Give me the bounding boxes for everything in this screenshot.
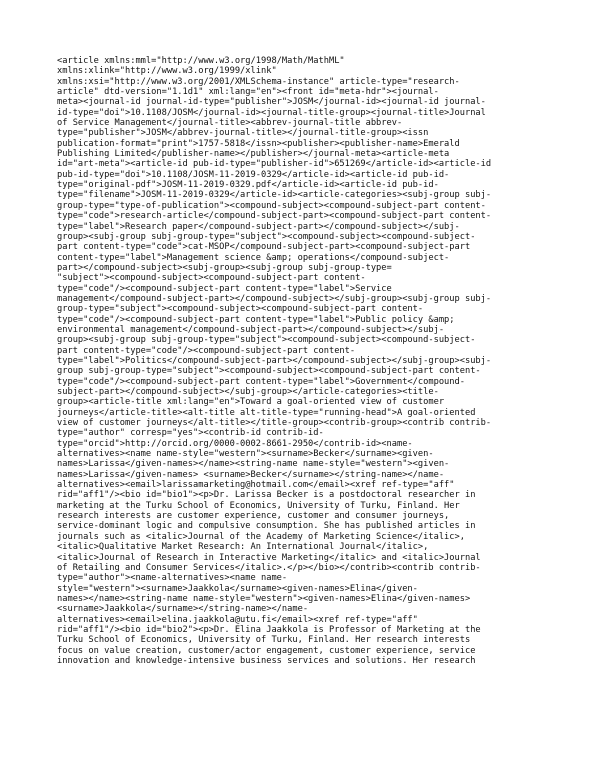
text-line: group subj-group-type="subject"><compound-subject><compound-subject-part content- (57, 366, 481, 377)
text-line: type="label">Politics</compound-subject-part></compound-subject></subj-group><subj- (57, 355, 492, 366)
text-line: alternatives><name name-style="western"><surname>Becker</surname><given- (57, 449, 434, 460)
text-line: journeys</article-title><alt-title alt-title-type="running-head">A goal-oriented (57, 407, 476, 418)
text-line: names></name><string-name name-style="western"><given-names>Elina</given-names> (57, 593, 471, 604)
text-line: <italic>Journal of Research in Interactive Marketing</italic> and <italic>Journal (57, 552, 481, 563)
text-line: alternatives><email>larissamarketing@hotmail.com</email><xref ref-type="aff" (57, 480, 455, 491)
text-line: content-type="label">Management science &amp; operations</compound-subject- (57, 252, 450, 263)
text-line: type="author"><name-alternatives><name name- (57, 573, 288, 584)
text-line: group><subj-group subj-group-type="subject"><compound-subject><compound-subject- (57, 335, 476, 346)
text-line: pub-id-type="doi">10.1108/JOSM-11-2019-0329</article-id><article-id pub-id- (57, 169, 450, 180)
text-line: type="code"/><compound-subject-part content-type="label">Public policy &amp; (57, 314, 455, 325)
text-line: alternatives><email>elina.jaakkola@utu.fi</email><xref ref-type="aff" (57, 614, 418, 625)
text-line: marketing at the Turku School of Economics, University of Turku, Finland. Her (57, 500, 460, 511)
text-line: group><subj-group subj-group-type="subject"><compound-subject><compound-subject- (57, 231, 476, 242)
xml-source-text (57, 56, 587, 666)
text-line: publication-format="print">1757-5818</issn><publisher><publisher-name>Emerald (57, 138, 460, 149)
text-line: meta><journal-id journal-id-type="publisher">JOSM</journal-id><journal-id journal- (57, 97, 486, 108)
text-line: xmlns:xlink="http://www.w3.org/1999/xlink" (57, 66, 277, 77)
text-line: type="label">Research paper</compound-subject-part></compound-subject></subj- (57, 221, 460, 232)
text-line: journals such as <italic>Journal of the Academy of Marketing Science</italic>, (57, 531, 465, 542)
text-line: id="art-meta"><article-id pub-id-type="publisher-id">651269</article-id><article-id (57, 159, 492, 170)
text-line: service-dominant logic and compulsive consumption. She has published articles in (57, 521, 476, 532)
text-line: type="orcid">http://orcid.org/0000-0002-8661-2950</contrib-id><name- (57, 438, 413, 449)
text-line: type="publisher">JOSM</abbrev-journal-title></journal-title-group><issn (57, 128, 429, 139)
text-line: group><article-title xml:lang="en">Toward a goal-oriented view of customer (57, 397, 445, 408)
text-line: group-type="subject"><compound-subject><compound-subject-part content- (57, 304, 424, 315)
text-line: type="code">research-article</compound-subject-part><compound-subject-part content- (57, 211, 492, 222)
text-line: rid="aff1"/><bio id="bio2"><p>Dr. Elina Jaakkola is Professor of Marketing at the (57, 624, 481, 635)
text-line: part content-type="code">cat-MSOP</compound-subject-part><compound-subject-part (57, 242, 471, 253)
text-line: rid="aff1"/><bio id="bio1"><p>Dr. Larissa Becker is a postdoctoral researcher in (57, 490, 476, 501)
text-line: of Service Management</journal-title><abbrev-journal-title abbrev- (57, 118, 403, 129)
text-line: <italic>Qualitative Market Research: An International Journal</italic>, (57, 542, 429, 553)
text-line: environmental management</compound-subject-part></compound-subject></subj- (57, 324, 445, 335)
text-line: style="western"><surname>Jaakkola</surname><given-names>Elina</given- (57, 583, 418, 594)
text-line: view of customer journeys</alt-title></title-group><contrib-group><contrib contrib- (57, 418, 492, 429)
text-line: "subject"><compound-subject><compound-subject-part content- (57, 273, 366, 284)
text-line: type="code"/><compound-subject-part content-type="label">Service (57, 283, 392, 294)
text-line: focus on value creation, customer/actor engagement, customer experience, service (57, 645, 476, 656)
text-line: research interests are customer experience, customer and consumer journeys, (57, 511, 450, 522)
text-line: <article xmlns:mml="http://www.w3.org/1998/Math/MathML" (57, 56, 345, 66)
text-line: Turku School of Economics, University of Turku, Finland. Her research interests (57, 635, 471, 646)
text-line: <surname>Jaakkola</surname></string-name></name- (57, 604, 309, 615)
text-line: type="original-pdf">JOSM-11-2019-0329.pdf</article-id><article-id pub-id- (57, 180, 439, 191)
text-line: xmlns:xsi="http://www.w3.org/2001/XMLSchema-instance" article-type="research- (57, 76, 460, 87)
text-line: type="filename">JOSM-11-2019-0329</article-id><article-categories><subj-group subj- (57, 190, 492, 201)
text-line: of Retailing and Consumer Services</italic>.</p></bio></contrib><contrib contrib- (57, 562, 481, 573)
text-line: type="author" corresp="yes"><contrib-id contrib-id- (57, 428, 324, 439)
text-line: innovation and knowledge-intensive business services and solutions. Her research (57, 655, 476, 666)
text-line: names>Larissa</given-names> <surname>Becker</surname></string-name></name- (57, 469, 445, 480)
text-line: group-type="type-of-publication"><compound-subject><compound-subject-part content- (57, 200, 486, 211)
text-line: id-type="doi">10.1108/JOSM</journal-id><journal-title-group><journal-title>Journal (57, 107, 486, 118)
text-line: part content-type="code"/><compound-subject-part content- (57, 345, 356, 356)
text-line: Publishing Limited</publisher-name></publisher></journal-meta><article-meta (57, 149, 450, 160)
text-line: part></compound-subject><subj-group><subj-group subj-group-type= (57, 262, 392, 273)
text-line: management</compound-subject-part></compound-subject></subj-group><subj-group subj- (57, 293, 492, 304)
text-line: subject-part></compound-subject></subj-group></article-categories><title- (57, 387, 439, 397)
text-line: article" dtd-version="1.1d1" xml:lang="en"><front id="meta-hdr"><journal- (57, 87, 439, 98)
text-line: names>Larissa</given-names></name><string-name name-style="western"><given- (57, 459, 450, 470)
text-line: type="code"/><compound-subject-part content-type="label">Government</compound- (57, 376, 465, 387)
